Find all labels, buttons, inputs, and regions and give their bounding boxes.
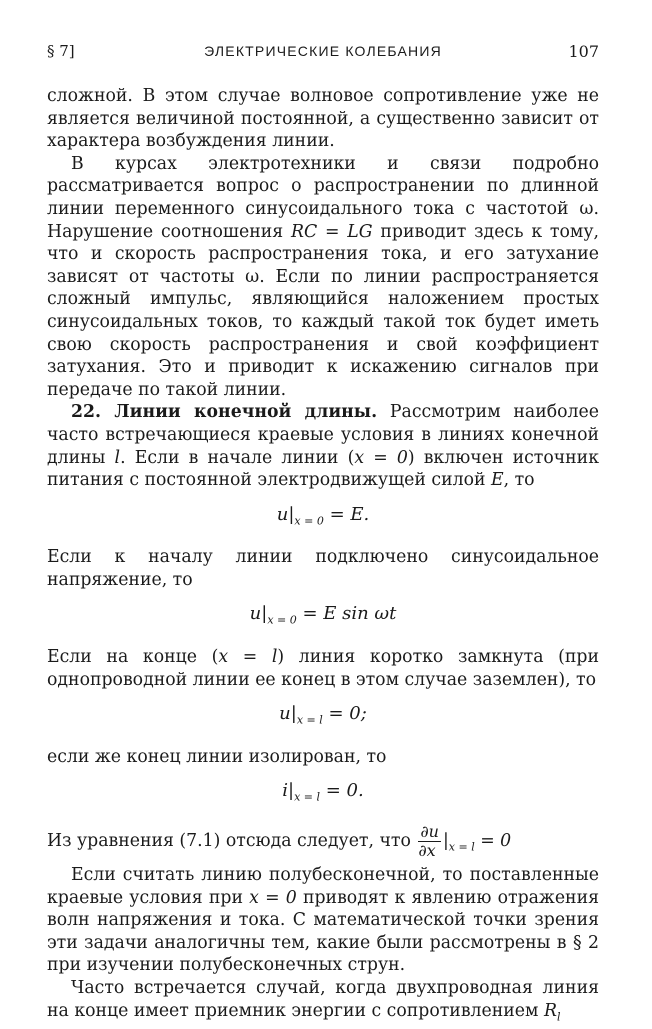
paragraph-2: В курсах электротехники и связи подробно рассматривается вопрос о распространении по длинной линии переменного синусоидального тока с частотой ω. Нарушение соотношения RC = LG приводит здесь к тому, что и скорость распространения тока, и его затухание зависят от частоты ω. Если по линии распространяется сложный импульс, являющийся наложением простых синусоидальных токов, то каждый такой ток будет иметь свою скорость распространения и свой коэффициент затухания. Это и приводит к искажению сигналов при передаче по такой линии. bbox=[47, 153, 599, 400]
paragraph-1: сложной. В этом случае волновое сопротивление уже не является величиной постоянной, а существенно зависит от характера возбуждения линии. bbox=[47, 86, 599, 152]
paragraph-3: 22. Линии конечной длины. Рассмотрим наиболее часто встречающиеся краевые условия в линиях конечной длины l. Если в начале линии (x = 0) включен источник питания с постоянной электродвижущей силой E, то bbox=[47, 402, 599, 491]
paragraph-5: Если на конце (x = l) линия коротко замкнута (при однопроводной линии ее конец в этом случае заземлен), то bbox=[47, 647, 599, 690]
chapter-title: ЭЛЕКТРИЧЕСКИЕ КОЛЕБАНИЯ bbox=[204, 43, 442, 59]
section-marker: § 7] bbox=[47, 42, 75, 60]
paragraph-6: если же конец линии изолирован, то bbox=[47, 746, 387, 767]
paragraph-9: Часто встречается случай, когда двухпроводная линия на конце имеет приемник энергии с сопротивлением $R_l$ bbox=[47, 978, 599, 1024]
paragraph-4: Если к началу линии подключено синусоидальное напряжение, то bbox=[47, 547, 599, 590]
running-header bbox=[47, 42, 599, 66]
formula-1: $u|_{x = 0} = E$. bbox=[276, 503, 370, 528]
page-number: 107 bbox=[568, 42, 599, 61]
formula-2: $u|_{x = 0} = E$ sin ωt bbox=[249, 603, 397, 628]
partial-derivative: $\frac{\partial u}{\partial x}$ bbox=[418, 822, 439, 861]
page-body bbox=[47, 85, 599, 1029]
paragraph-8: Если считать линию полубесконечной, то поставленные краевые условия при x = 0 приводят к явлению отражения волн напряжения и тока. С математической точки зрения эти задачи аналогичны тем, какие были рассмотрены в § 2 при изучении полубесконечных струн. bbox=[47, 865, 599, 976]
inline-formula-rc-lg: RC = LG bbox=[290, 221, 373, 242]
paragraph-7: Из уравнения (7.1) отсюда следует, что $\frac{\partial u}{\partial x}$ $|_{x = l} = 0$ bbox=[47, 822, 512, 861]
formula-3: $u|_{x = l} = 0$; bbox=[279, 703, 367, 727]
formula-4: $i|_{x = l} = 0$. bbox=[282, 780, 364, 805]
section-heading: 22. Линии конечной длины. bbox=[71, 402, 378, 423]
